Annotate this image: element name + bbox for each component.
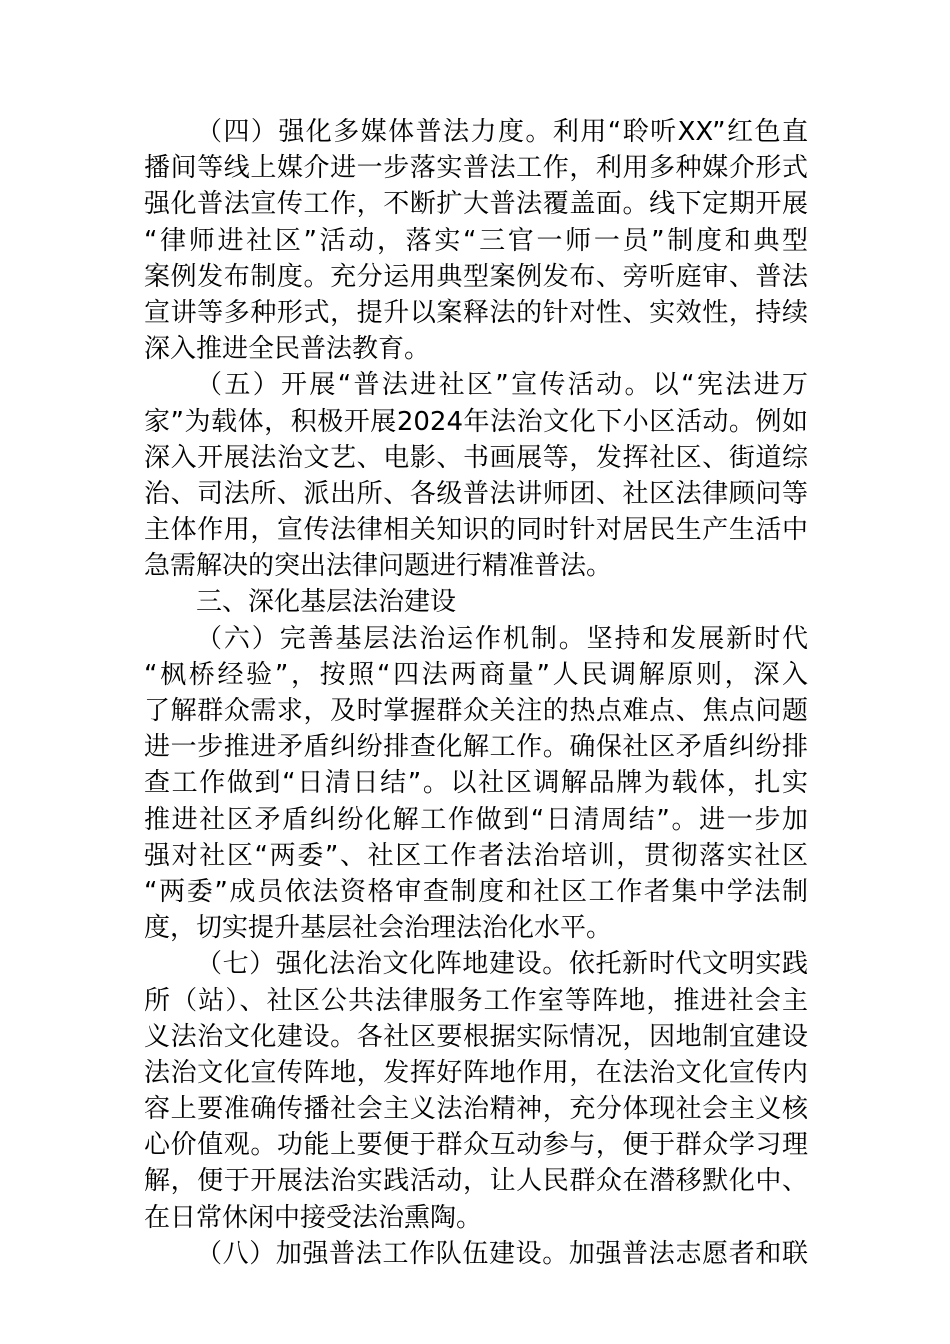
text-line: （六）完善基层法治运作机制。坚持和发展新时代	[196, 623, 808, 654]
text-line: 推进社区矛盾纠纷化解工作做到“日清周结”。进一步加	[144, 804, 808, 835]
text-line: 查工作做到“日清日结”。以社区调解品牌为载体，扎实	[144, 768, 808, 799]
text-line: 义法治文化建设。各社区要根据实际情况，因地制宜建设	[144, 1021, 808, 1052]
section-heading: 三、深化基层法治建设	[196, 587, 457, 618]
text-line: 了解群众需求，及时掌握群众关注的热点难点、焦点问题	[144, 696, 808, 726]
document-body	[144, 114, 808, 1272]
text-line: “律师进社区”活动，落实“三官一师一员”制度和典型	[144, 225, 808, 256]
text-line: 解，便于开展法治实践活动，让人民群众在潜移默化中、	[144, 1166, 808, 1197]
text-line: 深入推进全民普法教育。	[144, 334, 431, 365]
text-line: 强对社区“两委”、社区工作者法治培训，贯彻落实社区	[144, 840, 808, 871]
text-line: 心价值观。功能上要便于群众互动参与，便于群众学习理	[144, 1130, 808, 1161]
text-line: （七）强化法治文化阵地建设。依托新时代文明实践	[196, 949, 808, 980]
text-line: 容上要准确传播社会主义法治精神，充分体现社会主义核	[144, 1094, 808, 1125]
text-line: 宣讲等多种形式，提升以案释法的针对性、实效性，持续	[144, 297, 808, 328]
text-line: 强化普法宣传工作，不断扩大普法覆盖面。线下定期开展	[144, 189, 808, 220]
text-line: 法治文化宣传阵地，发挥好阵地作用，在法治文化宣传内	[144, 1057, 808, 1088]
text-line: 播间等线上媒介进一步落实普法工作，利用多种媒介形式	[144, 153, 808, 184]
text-line: 主体作用，宣传法律相关知识的同时针对居民生产生活中	[144, 515, 808, 546]
text-line: 进一步推进矛盾纠纷排查化解工作。确保社区矛盾纠纷排	[144, 732, 808, 763]
text-line: （五）开展“普法进社区”宣传活动。以“宪法进万	[196, 370, 808, 401]
text-line: 家”为载体，积极开展2024年法治文化下小区活动。例如	[144, 406, 808, 437]
text-line: 治、司法所、派出所、各级普法讲师团、社区法律顾问等	[144, 478, 808, 509]
text-line: （四）强化多媒体普法力度。利用“聆听XX”红色直	[196, 117, 808, 147]
text-line: 案例发布制度。充分运用典型案例发布、旁听庭审、普法	[144, 261, 808, 292]
text-line: 深入开展法治文艺、电影、书画展等，发挥社区、街道综	[144, 442, 808, 473]
text-line: 度，切实提升基层社会治理法治化水平。	[144, 913, 613, 944]
text-line: （八）加强普法工作队伍建设。加强普法志愿者和联	[196, 1238, 808, 1269]
text-line: 在日常休闲中接受法治熏陶。	[144, 1202, 483, 1233]
text-line: 所（站）、社区公共法律服务工作室等阵地，推进社会主	[144, 985, 808, 1016]
text-line: 急需解决的突出法律问题进行精准普法。	[144, 551, 613, 582]
text-line: “枫桥经验”，按照“四法两商量”人民调解原则，深入	[144, 659, 808, 690]
text-line: “两委”成员依法资格审查制度和社区工作者集中学法制	[144, 876, 808, 907]
